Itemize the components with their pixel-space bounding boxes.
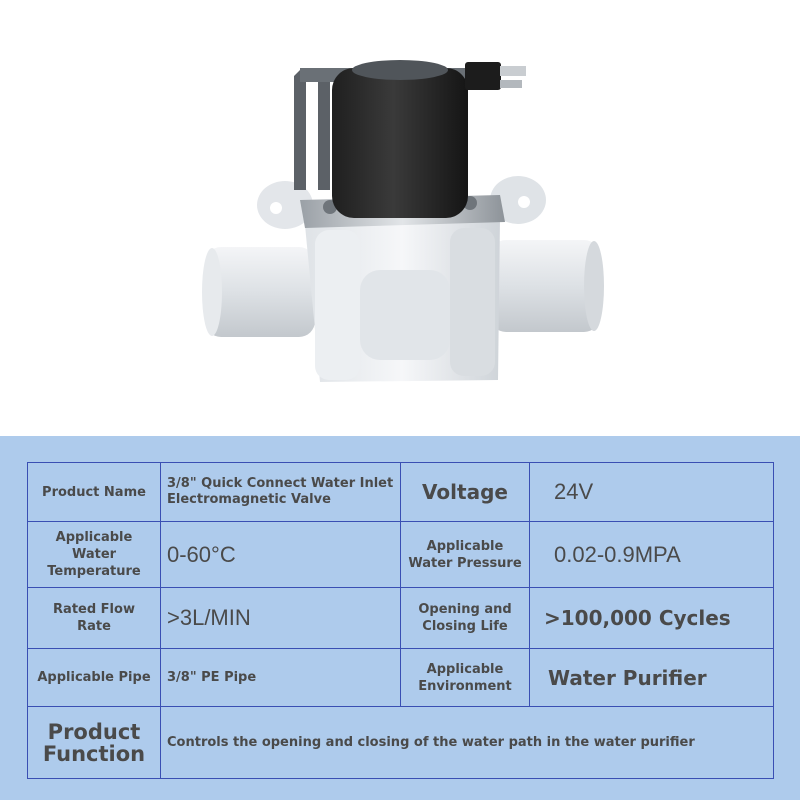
solenoid-coil [332, 68, 468, 218]
water-temperature-value: 0-60°C [161, 522, 401, 588]
water-temperature-label: Applicable Water Temperature [28, 522, 161, 588]
table-row [28, 522, 774, 588]
specification-panel [0, 436, 800, 800]
table-row [28, 707, 774, 779]
table-row [28, 588, 774, 649]
applicable-environment-value: Water Purifier [530, 649, 774, 707]
right-pipe-connector [490, 240, 600, 332]
product-function-value: Controls the opening and closing of the water path in the water purifier [161, 707, 774, 779]
table-row [28, 463, 774, 522]
table-row [28, 649, 774, 707]
opening-closing-life-value: >100,000 Cycles [530, 588, 774, 649]
specification-table [27, 462, 774, 779]
voltage-label: Voltage [401, 463, 530, 522]
water-pressure-label: Applicable Water Pressure [401, 522, 530, 588]
flow-rate-label: Rated Flow Rate [28, 588, 161, 649]
opening-closing-life-label: Opening and Closing Life [401, 588, 530, 649]
applicable-pipe-value: 3/8" PE Pipe [161, 649, 401, 707]
product-name-value: 3/8" Quick Connect Water Inlet Electromagnetic Valve [161, 463, 401, 522]
water-pressure-value: 0.02-0.9MPA [530, 522, 774, 588]
applicable-pipe-label: Applicable Pipe [28, 649, 161, 707]
flow-rate-value: >3L/MIN [161, 588, 401, 649]
product-function-label: Product Function [28, 707, 161, 779]
applicable-environment-label: Applicable Environment [401, 649, 530, 707]
product-name-label: Product Name [28, 463, 161, 522]
voltage-value: 24V [530, 463, 774, 522]
coil-bracket [294, 70, 330, 190]
terminal-block [465, 62, 501, 90]
